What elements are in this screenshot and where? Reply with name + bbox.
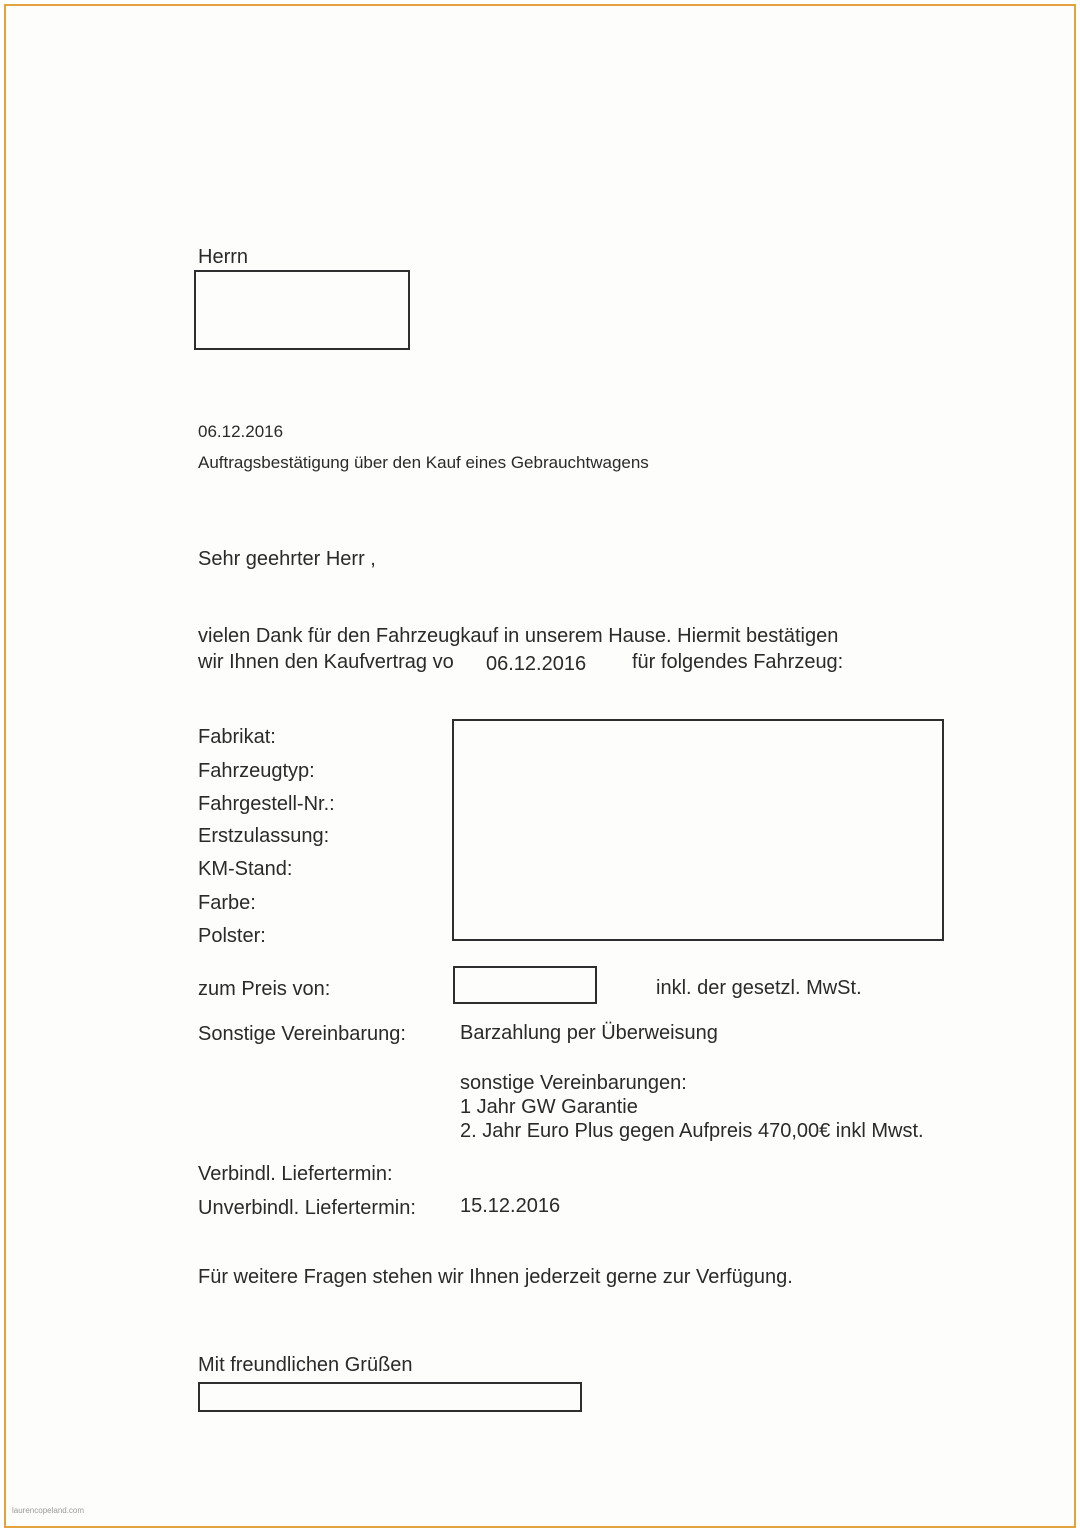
contract-date: 06.12.2016 xyxy=(486,653,587,675)
letter-page xyxy=(4,4,1076,1528)
field-label-registration: Erstzulassung: xyxy=(198,825,330,847)
agreement-payment: Barzahlung per Überweisung xyxy=(460,1022,718,1044)
nonbinding-delivery-label: Unverbindl. Liefertermin: xyxy=(198,1197,416,1219)
intro-line-2-start: wir Ihnen den Kaufvertrag vo xyxy=(198,651,454,673)
letter-date: 06.12.2016 xyxy=(198,422,284,441)
field-label-type: Fahrzeugtyp: xyxy=(198,760,315,782)
binding-delivery-label: Verbindl. Liefertermin: xyxy=(198,1163,393,1185)
field-label-mileage: KM-Stand: xyxy=(198,858,293,880)
other-agreements-title: sonstige Vereinbarungen: xyxy=(460,1072,687,1094)
field-label-chassis: Fahrgestell-Nr.: xyxy=(198,793,335,815)
greeting: Sehr geehrter Herr , xyxy=(198,548,376,570)
signature-box xyxy=(198,1382,582,1412)
agreement-label: Sonstige Vereinbarung: xyxy=(198,1023,406,1045)
recipient-salutation: Herrn xyxy=(198,246,249,268)
price-label: zum Preis von: xyxy=(198,978,331,1000)
nonbinding-delivery-date: 15.12.2016 xyxy=(460,1195,561,1217)
letter-subject: Auftragsbestätigung über den Kauf eines Gebrauchtwagens xyxy=(198,453,649,472)
closing-regards: Mit freundlichen Grüßen xyxy=(198,1354,413,1376)
recipient-address-box xyxy=(194,270,410,350)
vehicle-details-box xyxy=(452,719,944,941)
price-tax-note: inkl. der gesetzl. MwSt. xyxy=(656,977,862,999)
other-agreement-item: 1 Jahr GW Garantie xyxy=(460,1096,638,1118)
price-box xyxy=(453,966,597,1004)
field-label-upholstery: Polster: xyxy=(198,925,266,947)
closing-question: Für weitere Fragen stehen wir Ihnen jederzeit gerne zur Verfügung. xyxy=(198,1266,793,1288)
intro-line-2-end: für folgendes Fahrzeug: xyxy=(632,651,844,673)
other-agreement-item: 2. Jahr Euro Plus gegen Aufpreis 470,00€ inkl Mwst. xyxy=(460,1120,924,1142)
field-label-color: Farbe: xyxy=(198,892,256,914)
intro-line-1: vielen Dank für den Fahrzeugkauf in unserem Hause. Hiermit bestätigen xyxy=(198,625,839,647)
field-label-make: Fabrikat: xyxy=(198,726,276,748)
watermark: laurencopeland.com xyxy=(12,1506,85,1515)
